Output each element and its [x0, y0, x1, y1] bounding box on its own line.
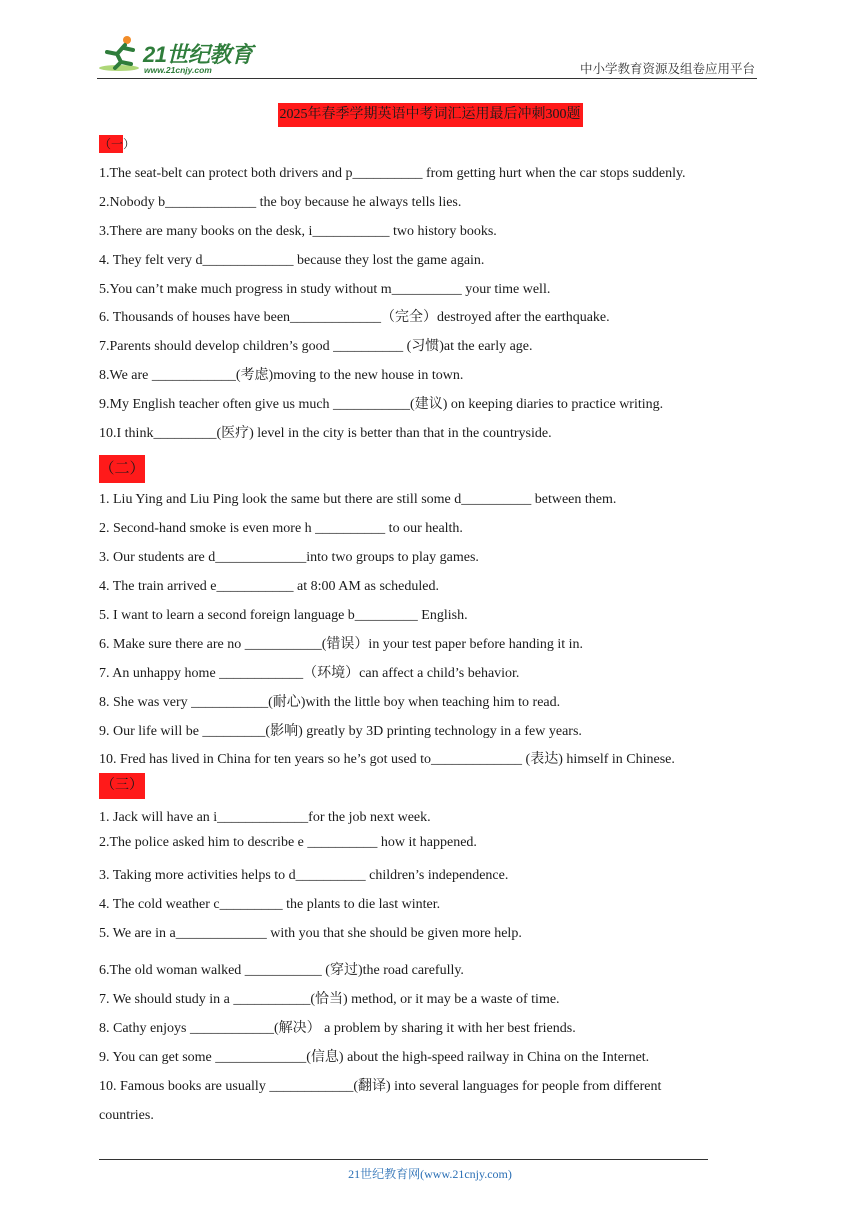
- section-label: （二）: [99, 455, 145, 483]
- logo-text: 21世纪教育: [143, 42, 253, 67]
- question-line: 1. Jack will have an i_____________for the job next week.: [99, 810, 431, 825]
- question-line: 1.The seat-belt can protect both drivers and p__________ from getting hurt when the car stops suddenly.: [99, 166, 686, 181]
- question-line: 2. Second-hand smoke is even more h __________ to our health.: [99, 521, 463, 536]
- question-line: 2.Nobody b_____________ the boy because he always tells lies.: [99, 195, 462, 210]
- question-line: 8. She was very ___________(耐心)with the little boy when teaching him to read.: [99, 695, 561, 710]
- question-line: 3.There are many books on the desk, i___________ two history books.: [99, 224, 497, 239]
- question-line: 3. Our students are d_____________into two groups to play games.: [99, 550, 479, 565]
- question-line: 5.You can’t make much progress in study without m__________ your time well.: [99, 282, 551, 297]
- question-line: 4. They felt very d_____________ because they lost the game again.: [99, 253, 485, 268]
- question-line: 7.Parents should develop children’s good __________ (习惯)at the early age.: [99, 339, 533, 354]
- page-header: [97, 32, 757, 79]
- footer-text: 21世纪教育网(www.21cnjy.com): [348, 1167, 512, 1181]
- logo-url: www.21cnjy.com: [144, 65, 212, 75]
- question-line: 9. Our life will be _________(影响) greatly by 3D printing technology in a few years.: [99, 724, 582, 739]
- footer-divider: [99, 1159, 708, 1160]
- question-line: countries.: [99, 1108, 154, 1123]
- question-line: 6. Make sure there are no ___________(错误）in your test paper before handing it in.: [99, 637, 584, 652]
- question-line: 10. Famous books are usually ____________(翻译) into several languages for people from different: [99, 1079, 662, 1094]
- question-line: 10.I think_________(医疗) level in the city is better than that in the countryside.: [99, 426, 552, 441]
- logo: [97, 34, 267, 74]
- title-row: [0, 103, 860, 127]
- question-line: 3. Taking more activities helps to d__________ children’s independence.: [99, 868, 509, 883]
- question-line: 4. The cold weather c_________ the plants to die last winter.: [99, 897, 441, 912]
- runner-logo-icon: [97, 34, 143, 74]
- question-line: 8.We are ____________(考虑)moving to the new house in town.: [99, 368, 464, 383]
- question-line: 4. The train arrived e___________ at 8:00 AM as scheduled.: [99, 579, 439, 594]
- section-label: （一）: [99, 137, 136, 151]
- question-line: 5. We are in a_____________ with you that she should be given more help.: [99, 926, 522, 941]
- platform-text: 中小学教育资源及组卷应用平台: [579, 62, 755, 76]
- question-line: 1. Liu Ying and Liu Ping look the same but there are still some d__________ between them.: [99, 492, 617, 507]
- question-line: 9.My English teacher often give us much ___________(建议) on keeping diaries to practice writing.: [99, 397, 664, 412]
- question-line: 7. We should study in a ___________(恰当) method, or it may be a waste of time.: [99, 992, 560, 1007]
- question-line: 9. You can get some _____________(信息) about the high-speed railway in China on the Internet.: [99, 1050, 650, 1065]
- question-line: 6.The old woman walked ___________ (穿过)the road carefully.: [99, 963, 464, 978]
- question-line: 6. Thousands of houses have been_____________（完全）destroyed after the earthquake.: [99, 310, 610, 325]
- question-line: 5. I want to learn a second foreign language b_________ English.: [99, 608, 468, 623]
- page-title: 2025年春季学期英语中考词汇运用最后冲刺300题: [278, 103, 583, 127]
- question-line: 8. Cathy enjoys ____________(解决） a problem by sharing it with her best friends.: [99, 1021, 576, 1036]
- question-line: 7. An unhappy home ____________（环境）can affect a child’s behavior.: [99, 666, 520, 681]
- section-label: （三）: [99, 773, 145, 799]
- question-line: 10. Fred has lived in China for ten years so he’s got used to_____________ (表达) himself in Chinese.: [99, 752, 675, 767]
- question-line: 2.The police asked him to describe e __________ how it happened.: [99, 835, 477, 850]
